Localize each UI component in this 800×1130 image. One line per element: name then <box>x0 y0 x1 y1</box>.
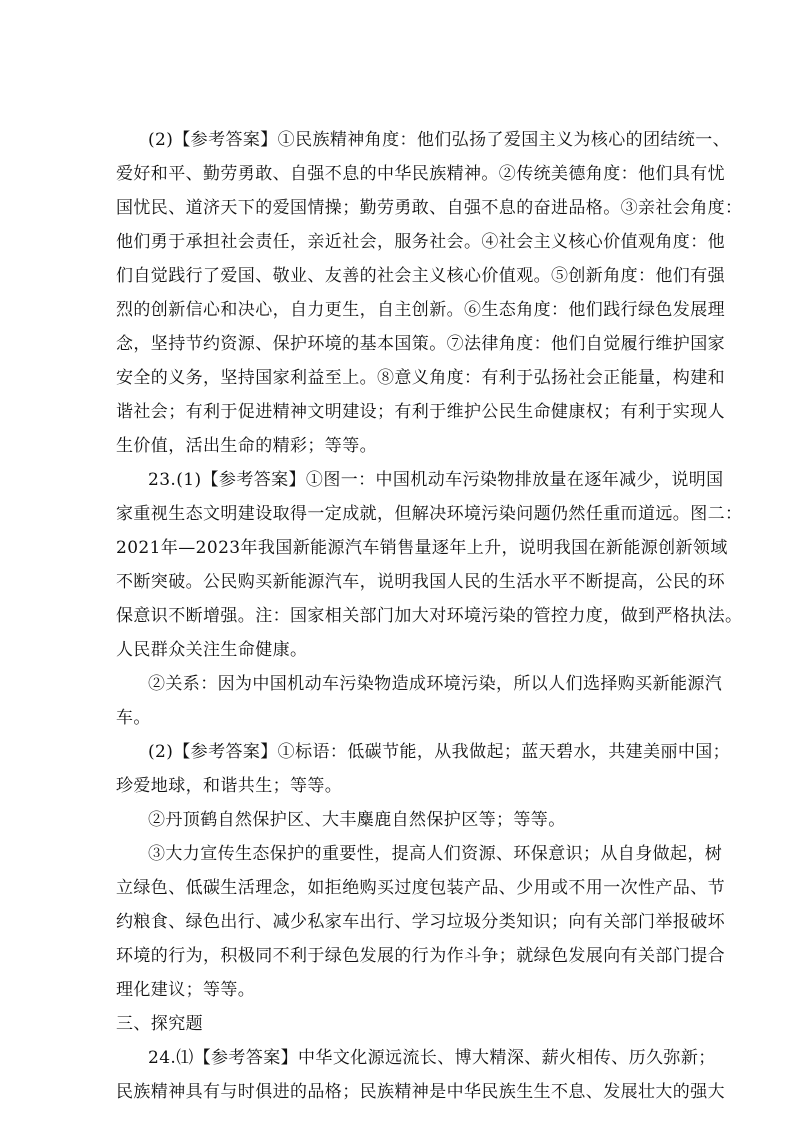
text-line: 24.⑴【参考答案】中华文化源远流长、博大精深、薪火相传、历久弥新； <box>148 1048 716 1068</box>
text-line: 念，坚持节约资源、保护环境的基本国策。⑦法律角度：他们自觉履行维护国家 <box>116 334 725 354</box>
text-line: 不断突破。公民购买新能源汽车，说明我国人民的生活水平不断提高，公民的环 <box>116 572 725 592</box>
text-line: 安全的义务，坚持国家利益至上。⑧意义角度：有利于弘扬社会正能量，构建和 <box>116 368 725 388</box>
text-line: 们自觉践行了爱国、敬业、友善的社会主义核心价值观。⑤创新角度：他们有强 <box>116 266 725 286</box>
text-line: 23.(1)【参考答案】①图一：中国机动车污染物排放量在逐年减少，说明国 <box>148 470 724 490</box>
text-line: 他们勇于承担社会责任，亲近社会，服务社会。④社会主义核心价值观角度：他 <box>116 232 725 252</box>
text-line: 环境的行为，积极同不利于绿色发展的行为作斗争；就绿色发展向有关部门提合 <box>116 946 725 966</box>
text-line: 理化建议；等等。 <box>116 980 256 1000</box>
text-line: (2)【参考答案】①标语：低碳节能，从我做起；蓝天碧水，共建美丽中国； <box>148 742 731 762</box>
text-line: 立绿色、低碳生活理念，如拒绝购买过度包装产品、少用或不用一次性产品、节 <box>116 878 725 898</box>
text-line: 车。 <box>116 708 151 728</box>
text-line: 2021年—2023年我国新能源汽车销售量逐年上升，说明我国在新能源创新领域 <box>116 538 728 558</box>
text-line: 烈的创新信心和决心，自力更生，自主创新。⑥生态角度：他们践行绿色发展理 <box>116 300 725 320</box>
text-line: 保意识不断增强。注：国家相关部门加大对环境污染的管控力度，做到严格执法。 <box>116 606 743 626</box>
section-heading: 三、探究题 <box>116 1014 203 1034</box>
text-line: 生价值，活出生命的精彩；等等。 <box>116 436 377 456</box>
text-line: 约粮食、绿色出行、减少私家车出行、学习垃圾分类知识；向有关部门举报破坏 <box>116 912 725 932</box>
text-line: 民族精神具有与时俱进的品格；民族精神是中华民族生生不息、发展壮大的强大 <box>116 1082 725 1102</box>
text-line: 国忧民、道济天下的爱国情操；勤劳勇敢、自强不息的奋进品格。③亲社会角度： <box>116 198 743 218</box>
text-line: ③大力宣传生态保护的重要性，提高人们资源、环保意识；从自身做起，树 <box>148 844 723 864</box>
text-line: (2)【参考答案】①民族精神角度：他们弘扬了爱国主义为核心的团结统一、 <box>148 130 731 150</box>
text-line: 家重视生态文明建设取得一定成就，但解决环境污染问题仍然任重而道远。图二： <box>116 504 743 524</box>
text-line: ②关系：因为中国机动车污染物造成环境污染，所以人们选择购买新能源汽 <box>148 674 723 694</box>
text-line: 谐社会；有利于促进精神文明建设；有利于维护公民生命健康权；有利于实现人 <box>116 402 725 422</box>
text-line: 爱好和平、勤劳勇敢、自强不息的中华民族精神。②传统美德角度：他们具有忧 <box>116 164 725 184</box>
text-line: ②丹顶鹤自然保护区、大丰麋鹿自然保护区等；等等。 <box>148 810 566 830</box>
text-line: 珍爱地球，和谐共生；等等。 <box>116 776 343 796</box>
text-line: 人民群众关注生命健康。 <box>116 640 308 660</box>
